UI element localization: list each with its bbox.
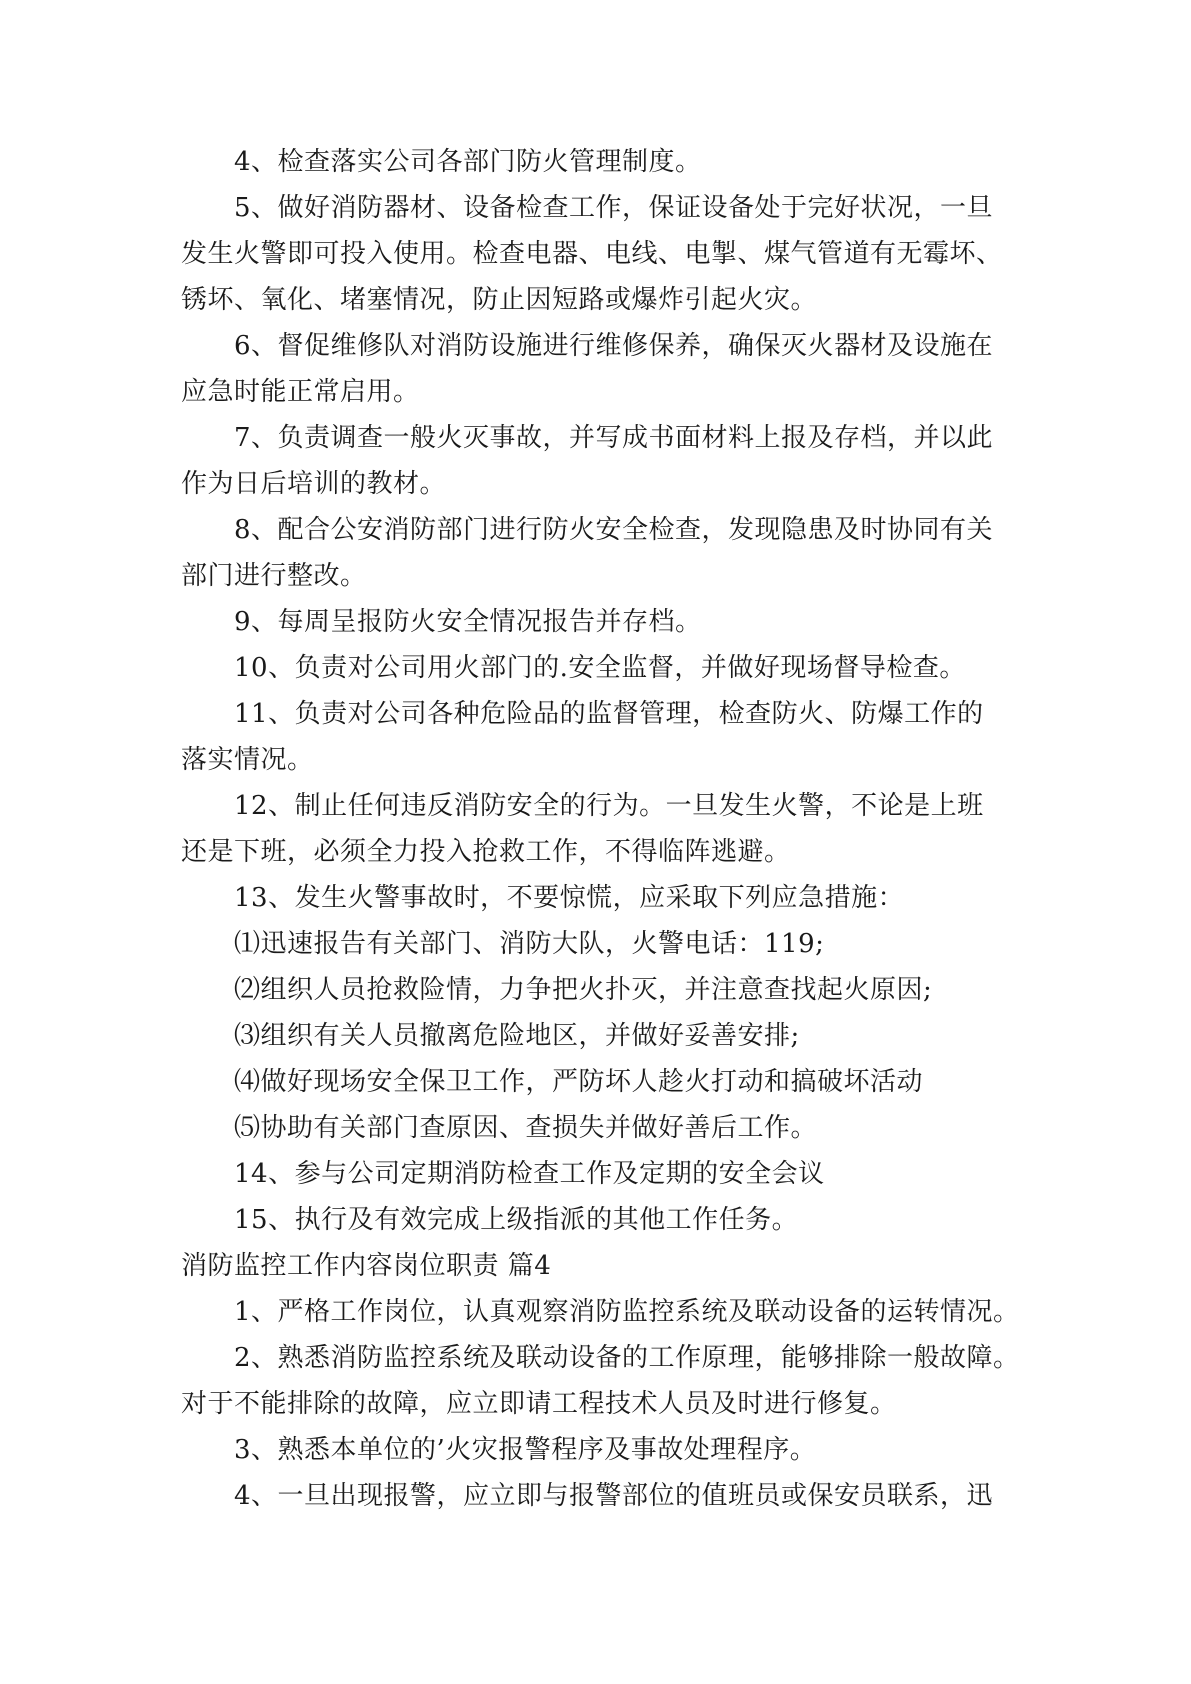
text-line: 10、负责对公司用火部门的.安全监督，并做好现场督导检查。	[234, 653, 966, 683]
text-line: 应急时能正常启用。	[181, 377, 420, 407]
text-line: 8、配合公安消防部门进行防火安全检查，发现隐患及时协同有关	[234, 515, 994, 545]
text-line: 还是下班，必须全力投入抢救工作，不得临阵逃避。	[181, 837, 791, 867]
text-line: 15、执行及有效完成上级指派的其他工作任务。	[234, 1205, 799, 1235]
text-line: 9、每周呈报防火安全情况报告并存档。	[234, 607, 702, 637]
text-line: 3、熟悉本单位的’火灾报警程序及事故处理程序。	[234, 1435, 817, 1465]
text-line: ⑷做好现场安全保卫工作，严防坏人趁火打动和搞破坏活动	[234, 1067, 924, 1097]
text-line: 6、督促维修队对消防设施进行维修保养，确保灭火器材及设施在	[234, 331, 994, 361]
text-line: 4、检查落实公司各部门防火管理制度。	[234, 147, 702, 177]
text-line: 12、制止任何违反消防安全的行为。一旦发生火警，不论是上班	[234, 791, 984, 821]
text-line: 发生火警即可投入使用。检查电器、电线、电掣、煤气管道有无霉坏、	[181, 239, 1003, 269]
text-line: 7、负责调查一般火灭事故，并写成书面材料上报及存档，并以此	[234, 423, 994, 453]
text-line: ⑸协助有关部门查原因、查损失并做好善后工作。	[234, 1113, 818, 1143]
text-line: 14、参与公司定期消防检查工作及定期的安全会议	[234, 1159, 825, 1189]
text-line: 作为日后培训的教材。	[181, 469, 447, 499]
text-line: 部门进行整改。	[181, 561, 367, 591]
text-line: ⑵组织人员抢救险情，力争把火扑灭，并注意查找起火原因;	[234, 975, 933, 1005]
text-line: ⑶组织有关人员撤离危险地区，并做好妥善安排;	[234, 1021, 800, 1051]
text-line: 对于不能排除的故障，应立即请工程技术人员及时进行修复。	[181, 1389, 897, 1419]
text-line: 落实情况。	[181, 745, 314, 775]
text-line: 13、发生火警事故时，不要惊慌，应采取下列应急措施：	[234, 883, 905, 913]
text-line: ⑴迅速报告有关部门、消防大队，火警电话：119;	[234, 929, 825, 959]
text-line: 锈坏、氧化、堵塞情况，防止因短路或爆炸引起火灾。	[181, 285, 818, 315]
text-line: 2、熟悉消防监控系统及联动设备的工作原理，能够排除一般故障。	[234, 1343, 1020, 1373]
text-line: 11、负责对公司各种危险品的监督管理，检查防火、防爆工作的	[234, 699, 984, 729]
text-line: 5、做好消防器材、设备检查工作，保证设备处于完好状况，一旦	[234, 193, 994, 223]
section-heading: 消防监控工作内容岗位职责 篇4	[181, 1251, 552, 1281]
text-line: 4、一旦出现报警，应立即与报警部位的值班员或保安员联系，迅	[234, 1481, 994, 1511]
text-line: 1、严格工作岗位，认真观察消防监控系统及联动设备的运转情况。	[234, 1297, 1020, 1327]
